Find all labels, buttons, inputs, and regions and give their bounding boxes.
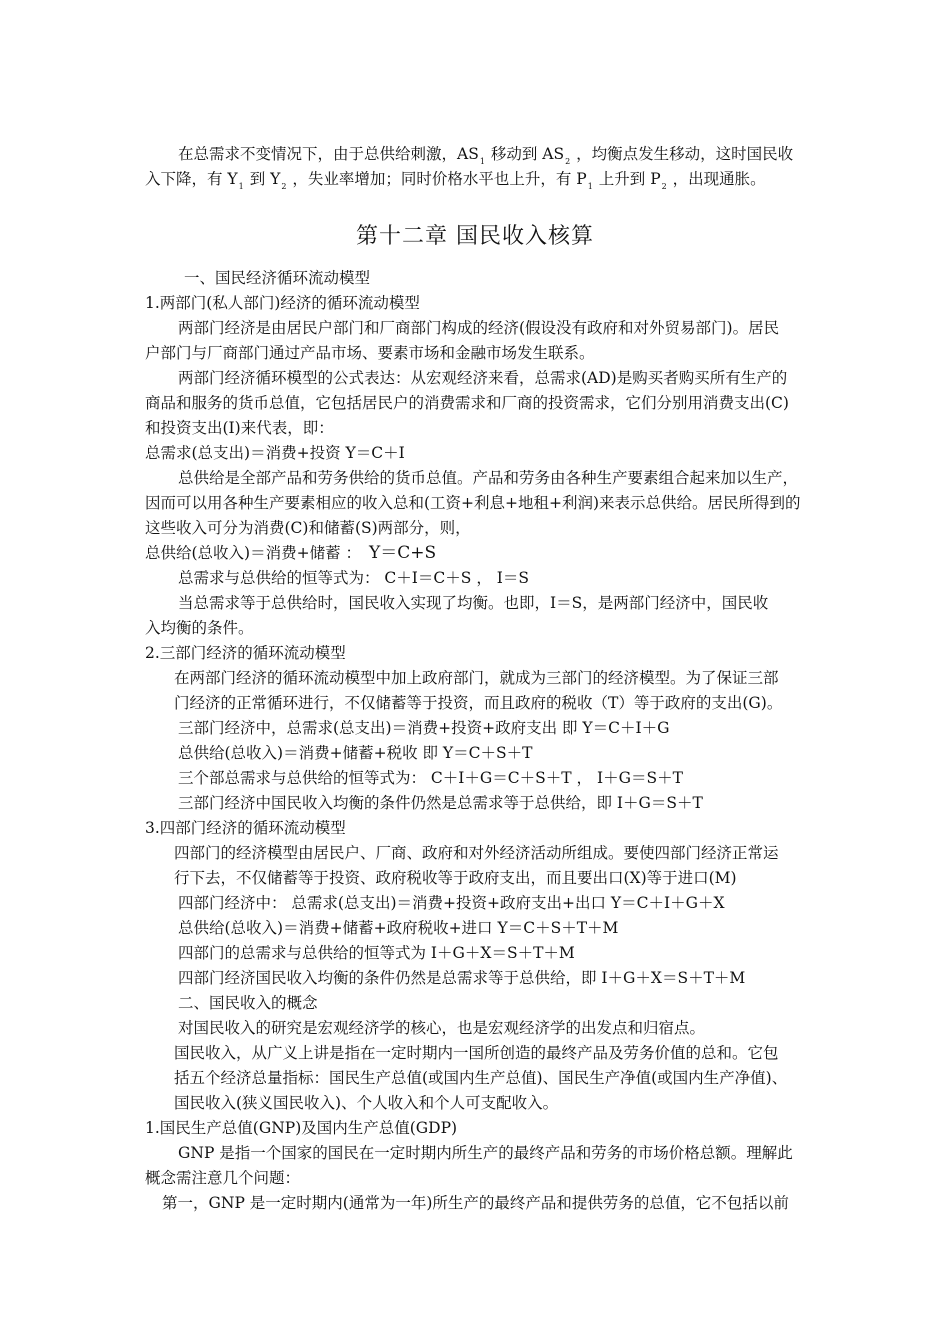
text-line: 这些收入可分为消费(C)和储蓄(S)两部分，则， bbox=[145, 519, 471, 537]
formula-line: 总供给(总收入)＝消费+储蓄+税收 即 Y＝C＋S＋T bbox=[178, 744, 533, 762]
subsection-heading: 1.国民生产总值(GNP)及国内生产总值(GDP) bbox=[145, 1119, 458, 1137]
text-line: 和投资支出(I)来代表，即： bbox=[145, 419, 334, 437]
chapter-title: 第十二章 国民收入核算 bbox=[356, 224, 594, 249]
section-heading: 一、国民经济循环流动模型 bbox=[184, 269, 371, 287]
formula-line: 四部门的总需求与总供给的恒等式为 I＋G＋X＝S＋T＋M bbox=[178, 944, 575, 962]
text-line: 在两部门经济的循环流动模型中加上政府部门，就成为三部门的经济模型。为了保证三部 bbox=[174, 669, 779, 687]
text-line: 国民收入，从广义上讲是指在一定时期内一国所创造的最终产品及劳务价值的总和。它包 bbox=[174, 1044, 779, 1062]
formula-line: 四部门经济国民收入均衡的条件仍然是总需求等于总供给，即 I＋G＋X＝S＋T＋M bbox=[178, 969, 746, 987]
formula-line: 三部门经济中，总需求(总支出)＝消费+投资+政府支出 即 Y＝C＋I＋G bbox=[178, 719, 670, 737]
formula-line: 总需求(总支出)＝消费+投资 Y＝C＋I bbox=[145, 444, 405, 462]
intro-line-2: 入下降，有 $Y_1$ 到 $Y_2$ ，失业率增加；同时价格水平也上升，有 $P_1$ 上升到 $P_2$ ，出现通胀。 bbox=[145, 170, 766, 191]
formula-line: 总供给(总收入)＝消费+储蓄 ： Y＝C+S bbox=[145, 543, 437, 563]
subsection-heading: 2.三部门经济的循环流动模型 bbox=[145, 644, 346, 662]
formula-line: 四部门经济中： 总需求(总支出)＝消费+投资+政府支出+出口 Y＝C＋I＋G＋X bbox=[178, 894, 725, 912]
text-line: 国民收入(狭义国民收入)、个人收入和个人可支配收入。 bbox=[174, 1094, 559, 1112]
formula-line: 总需求与总供给的恒等式为： C＋I＝C＋S ， I＝S bbox=[178, 569, 529, 587]
formula-line: 三个部总需求与总供给的恒等式为： C＋I＋G＝C＋S＋T ， I＋G＝S＋T bbox=[178, 769, 683, 787]
subsection-heading: 3.四部门经济的循环流动模型 bbox=[145, 819, 346, 837]
subscript: 1 bbox=[238, 182, 244, 191]
text-line: 行下去，不仅储蓄等于投资、政府税收等于政府支出，而且要出口(X)等于进口(M) bbox=[174, 869, 737, 887]
subsection-heading: 1.两部门(私人部门)经济的循环流动模型 bbox=[145, 294, 420, 312]
text-line: 入均衡的条件。 bbox=[145, 619, 254, 637]
subscript: 1 bbox=[479, 157, 485, 166]
intro-line-1: 在总需求不变情况下，由于总供给刺激，$AS_1$ 移动到 $AS_2$ ，均衡点发生移动，这时国民收 bbox=[178, 145, 794, 166]
text-line: 当总需求等于总供给时，国民收入实现了均衡。也即，I＝S，是两部门经济中，国民收 bbox=[178, 594, 769, 612]
text-line: 因而可以用各种生产要素相应的收入总和(工资+利息+地租+利润)来表示总供给。居民所得到的 bbox=[145, 494, 801, 512]
subscript: 2 bbox=[661, 182, 667, 191]
subscript: 1 bbox=[587, 182, 593, 191]
formula-line: 三部门经济中国民收入均衡的条件仍然是总需求等于总供给，即 I＋G＝S＋T bbox=[178, 794, 703, 812]
text-line: 对国民收入的研究是宏观经济学的核心，也是宏观经济学的出发点和归宿点。 bbox=[178, 1019, 706, 1037]
text-line: 商品和服务的货币总值，它包括居民户的消费需求和厂商的投资需求，它们分别用消费支出(C) bbox=[145, 394, 789, 412]
text-line: 概念需注意几个问题： bbox=[145, 1169, 301, 1187]
subscript: 2 bbox=[565, 157, 571, 166]
text-line: 第一，GNP 是一定时期内(通常为一年)所生产的最终产品和提供劳务的总值，它不包括以前 bbox=[162, 1194, 789, 1212]
text-line: 户部门与厂商部门通过产品市场、要素市场和金融市场发生联系。 bbox=[145, 344, 595, 362]
text-line: GNP 是指一个国家的国民在一定时期内所生产的最终产品和劳务的市场价格总额。理解此 bbox=[178, 1144, 793, 1162]
text-line: 四部门的经济模型由居民户、厂商、政府和对外经济活动所组成。要使四部门经济正常运 bbox=[174, 844, 779, 862]
formula-line: 总供给(总收入)＝消费+储蓄+政府税收+进口 Y＝C＋S＋T＋M bbox=[178, 919, 619, 937]
subscript: 2 bbox=[281, 182, 287, 191]
formula-ys: Y＝C+S bbox=[369, 543, 437, 563]
text-line: 两部门经济循环模型的公式表达：从宏观经济来看，总需求(AD)是购买者购买所有生产的 bbox=[178, 369, 788, 387]
text-line: 门经济的正常循环进行，不仅储蓄等于投资，而且政府的税收（T）等于政府的支出(G)。 bbox=[174, 694, 783, 712]
text-line: 两部门经济是由居民户部门和厂商部门构成的经济(假设没有政府和对外贸易部门)。居民 bbox=[178, 319, 780, 337]
section-heading: 二、国民收入的概念 bbox=[178, 994, 318, 1012]
text-line: 括五个经济总量指标：国民生产总值(或国内生产总值)、国民生产净值(或国内生产净值)、 bbox=[174, 1069, 788, 1087]
text-line: 总供给是全部产品和劳务供给的货币总值。产品和劳务由各种生产要素组合起来加以生产， bbox=[178, 469, 799, 487]
